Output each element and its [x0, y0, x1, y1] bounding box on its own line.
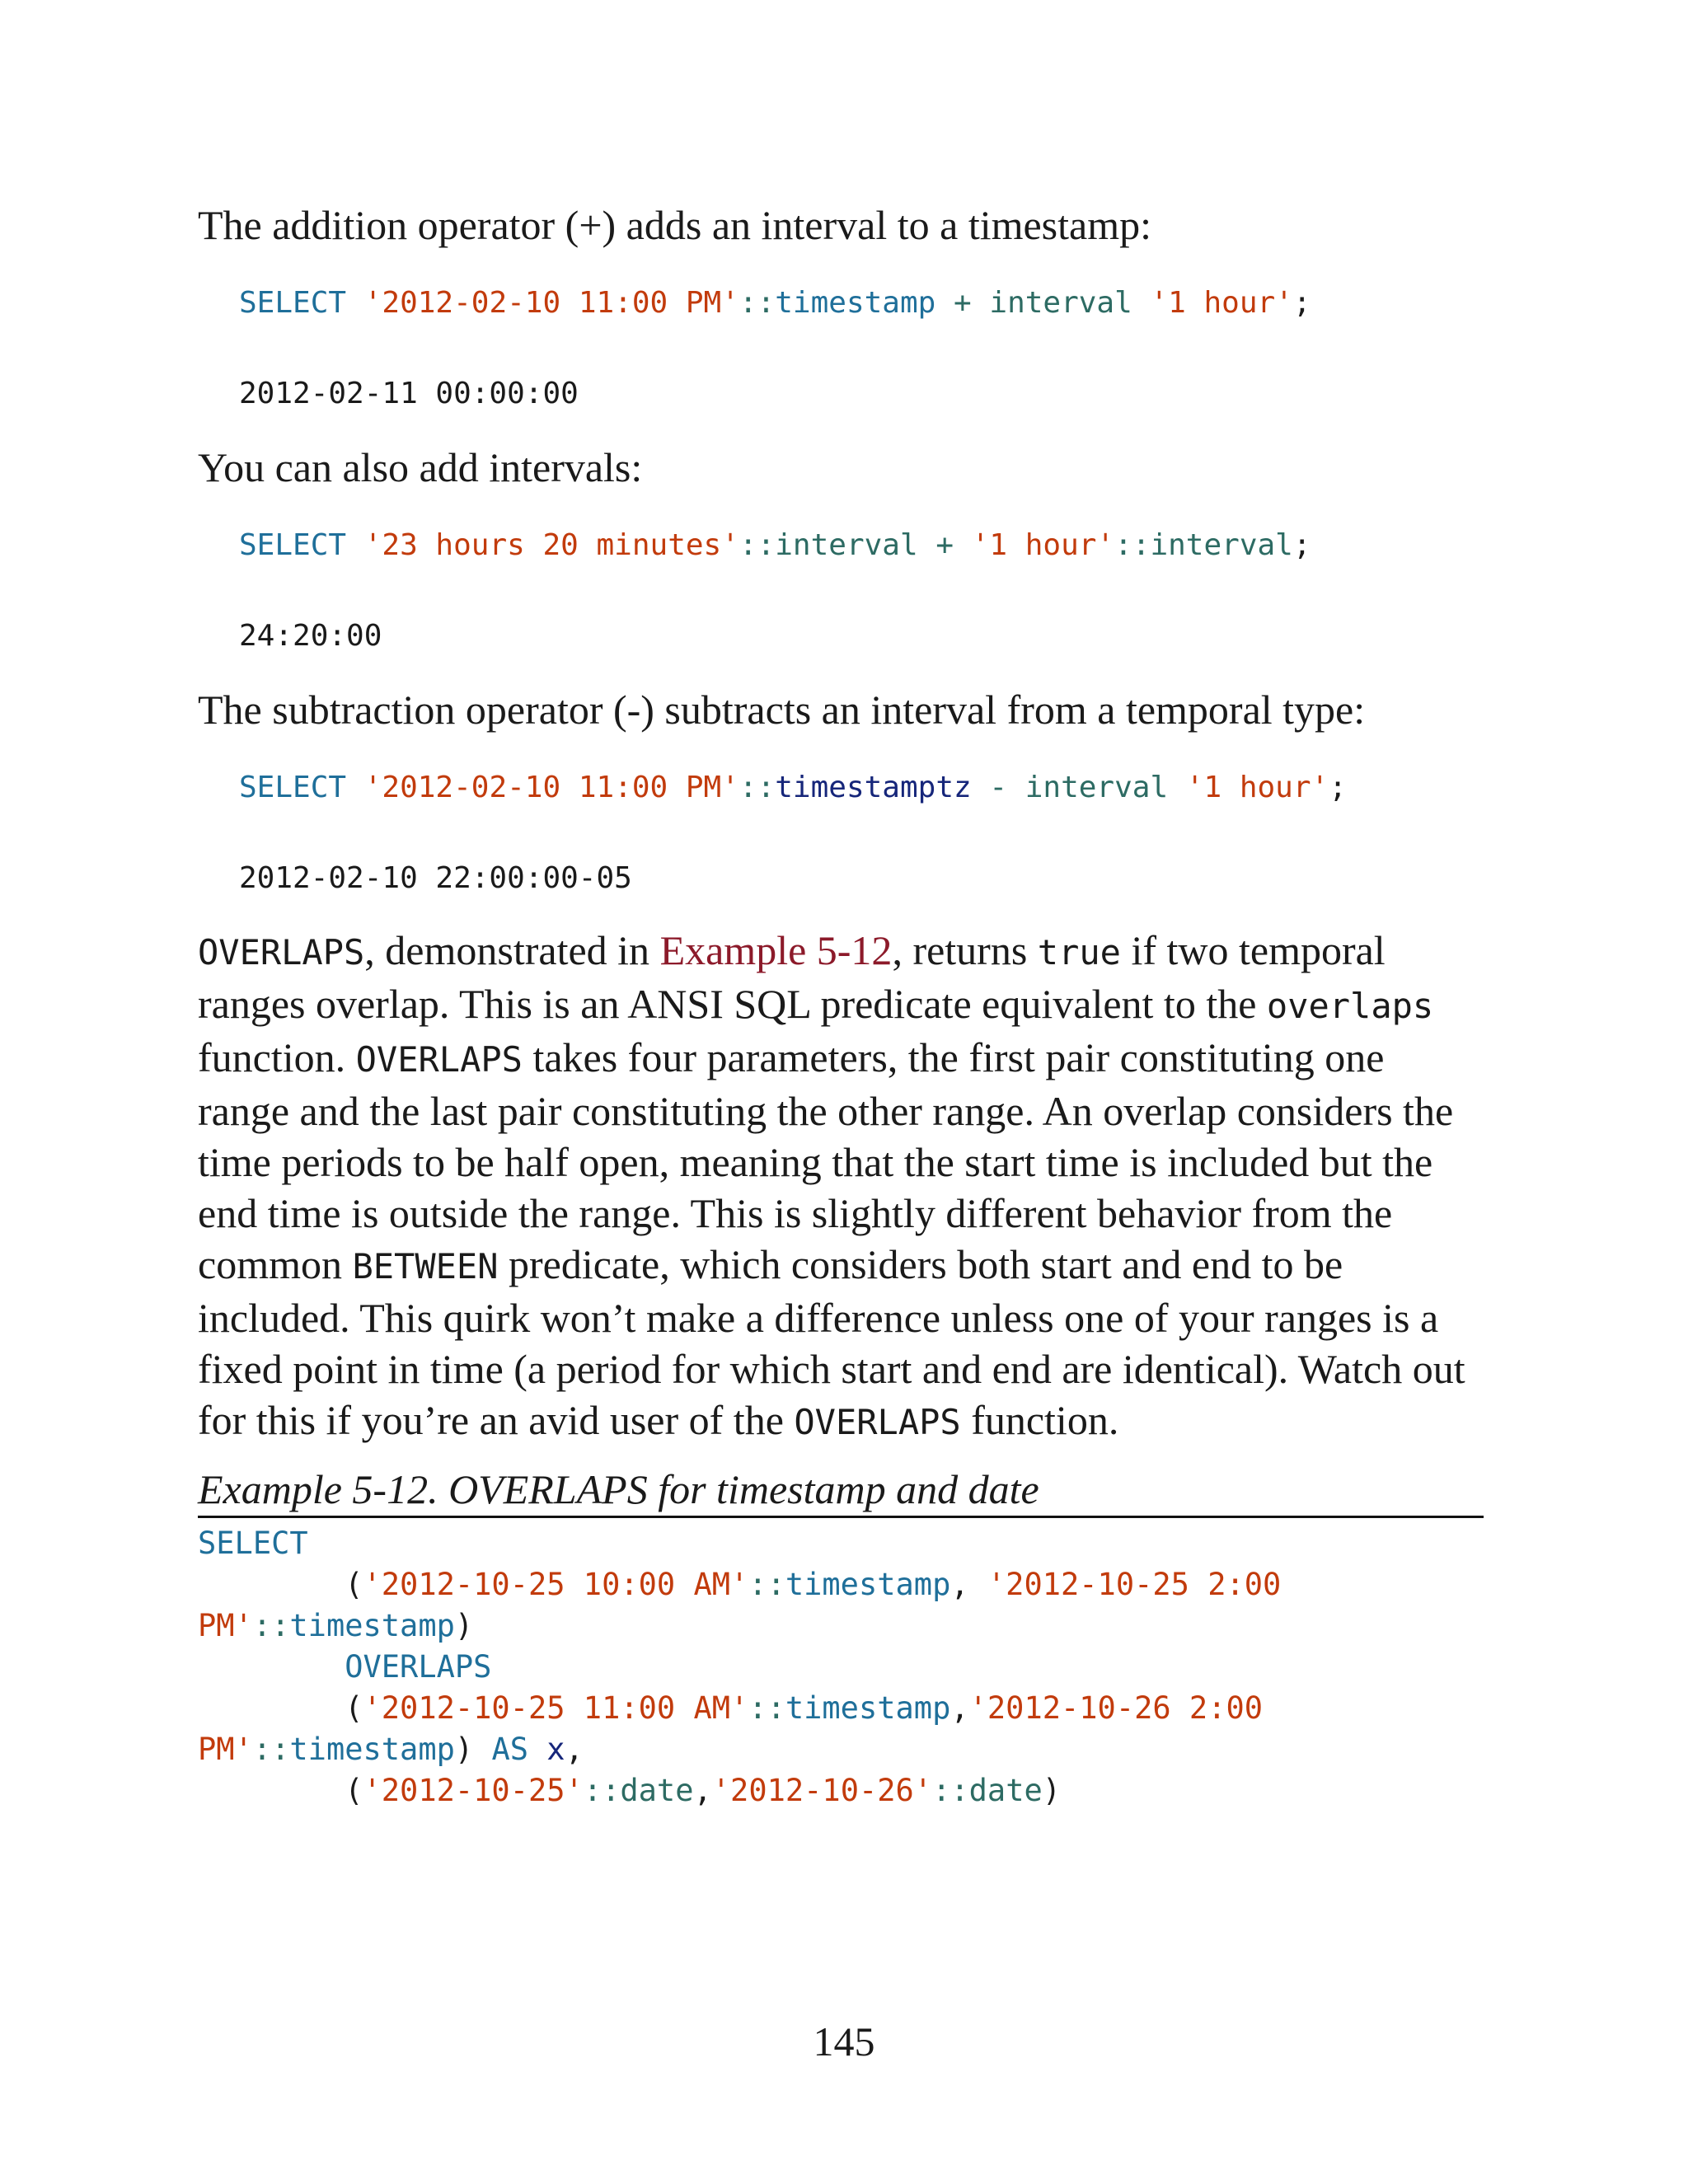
plus-operator: + — [935, 528, 954, 562]
page-content — [198, 198, 1484, 1811]
code-subtraction — [198, 768, 1484, 808]
string-literal: '1 hour' — [971, 528, 1115, 562]
string-literal: '1 hour' — [1185, 771, 1329, 804]
type-interval: interval — [1150, 528, 1293, 562]
inline-code-overlaps: OVERLAPS — [198, 932, 365, 972]
output-addition: 2012-02-11 00:00:00 — [239, 377, 579, 410]
semicolon: ; — [1329, 771, 1347, 804]
type-timestamptz: timestamptz — [775, 771, 972, 804]
paragraph-add-intervals: You can also add intervals: — [198, 444, 643, 490]
string-literal: '23 hours 20 minutes' — [363, 528, 739, 562]
kw-select: SELECT — [239, 771, 347, 804]
kw-select: SELECT — [239, 528, 347, 562]
inline-code-overlaps-function: overlaps — [1266, 986, 1434, 1026]
string-literal: '1 hour' — [1150, 286, 1293, 320]
paragraph-subtraction: The subtraction operator (-) subtracts an interval from a temporal type: — [198, 687, 1366, 733]
minus-operator: - — [989, 771, 1008, 804]
inline-code-overlaps: OVERLAPS — [794, 1402, 961, 1442]
cast-operator: :: — [1114, 528, 1151, 562]
output-subtraction: 2012-02-10 22:00:00-05 — [239, 861, 632, 895]
example-caption: Example 5-12. OVERLAPS for timestamp and date — [198, 1465, 1484, 1518]
kw-select: SELECT — [239, 286, 347, 320]
paragraph-overlaps: OVERLAPS, demonstrated in Example 5-12, returns true if two temporal ranges overlap. This is an ANSI SQL predicate equivalent to the overlaps function. OVERLAPS takes four parameters, the first pair constituting one range and the last pair constituting the other range. An overlap considers the time periods to be half open, meaning that the start time is included but the end time is outside the range. This is slightly different behavior from the common BETWEEN predicate, which considers both start and end to be included. This quirk won’t make a difference unless one of your ranges is a fixed point in time (a period for which start and end are identical). Watch out for this if you’re an avid user of the OVERLAPS function. — [198, 927, 1465, 1443]
kw-interval: interval — [1025, 771, 1169, 804]
paragraph-addition: The addition operator (+) adds an interval to a timestamp: — [198, 202, 1152, 248]
type-interval: interval — [775, 528, 918, 562]
kw-interval: interval — [989, 286, 1132, 320]
type-timestamp: timestamp — [775, 286, 936, 320]
example-code-block: SELECT ('2012-10-25 10:00 AM'::timestamp, '2012-10-25 2:00 PM'::timestamp) OVERLAPS ('2012-10-25 11:00 AM'::timestamp,'2012-10-26 2:00 PM'::timestamp) AS x, ('2012-10-25'::date,'2012-10-26'::date) — [198, 1526, 1282, 1808]
cast-operator: :: — [738, 286, 776, 320]
output-add-intervals: 24:20:00 — [239, 619, 382, 653]
semicolon: ; — [1292, 286, 1311, 320]
string-literal: '2012-02-10 11:00 PM' — [363, 771, 739, 804]
inline-code-true: true — [1037, 932, 1121, 972]
page-number: 145 — [813, 2018, 875, 2064]
plus-operator: + — [954, 286, 972, 320]
cast-operator: :: — [738, 771, 776, 804]
example-link[interactable]: Example 5-12 — [659, 927, 893, 973]
code-add-intervals — [198, 526, 1484, 565]
inline-code-between: BETWEEN — [352, 1246, 499, 1286]
semicolon: ; — [1292, 528, 1311, 562]
inline-code-overlaps: OVERLAPS — [355, 1039, 523, 1080]
cast-operator: :: — [738, 528, 776, 562]
code-addition — [198, 284, 1484, 323]
string-literal: '2012-02-10 11:00 PM' — [363, 286, 739, 320]
